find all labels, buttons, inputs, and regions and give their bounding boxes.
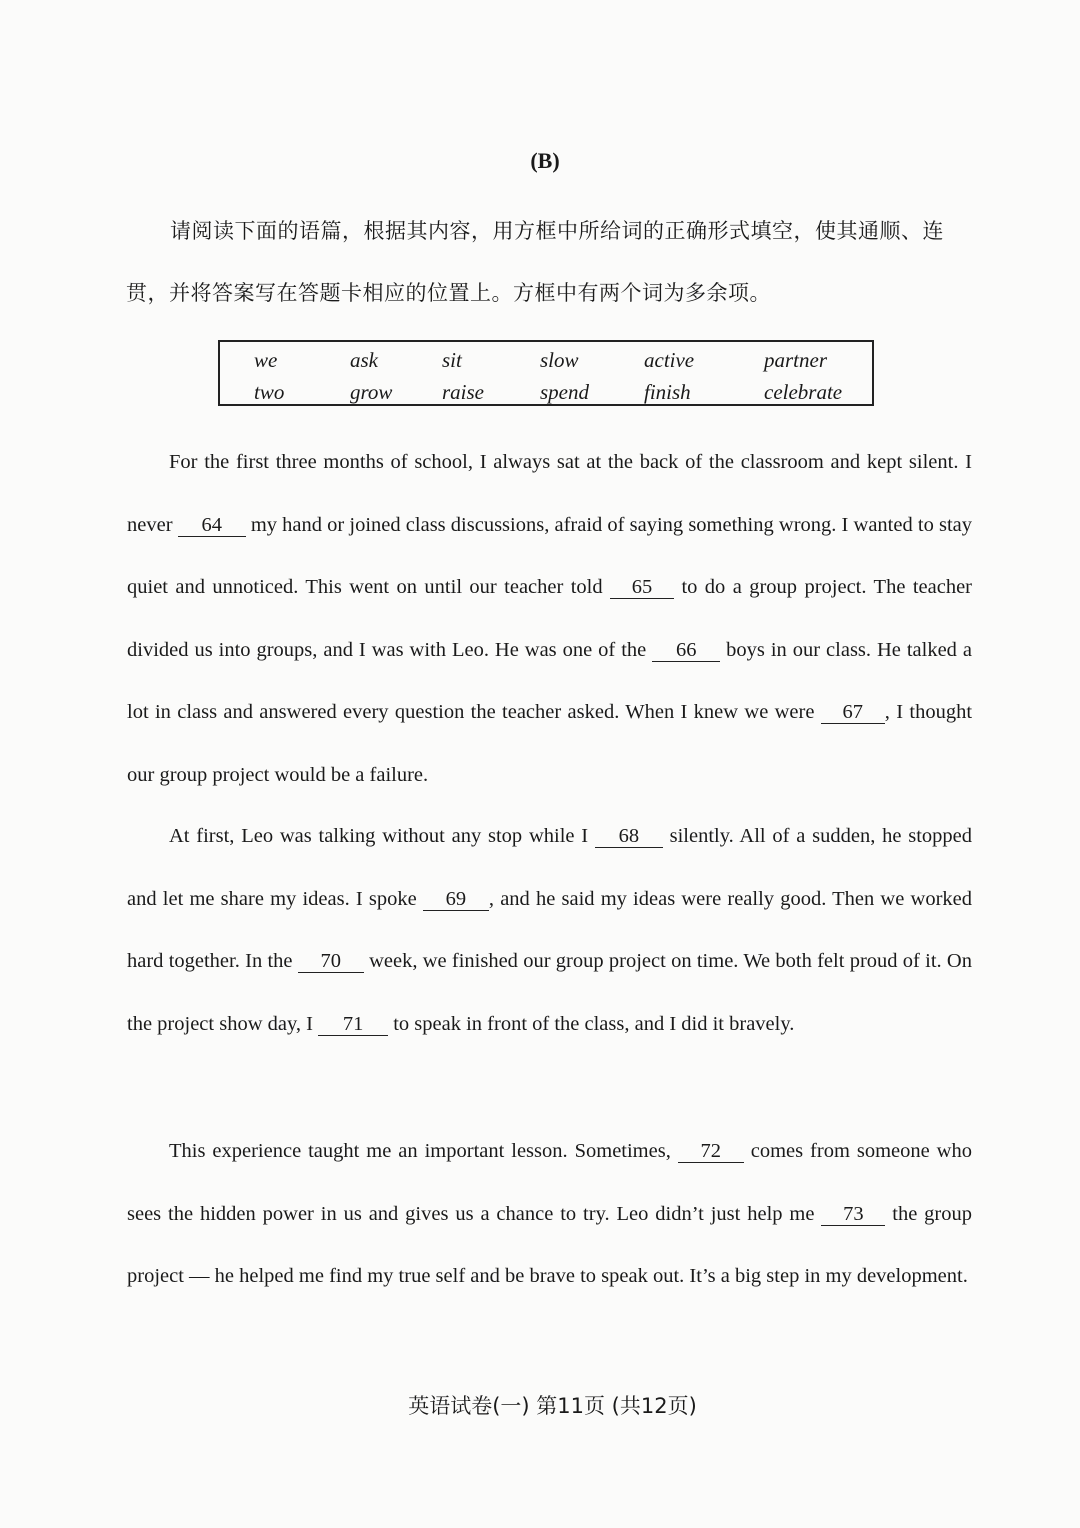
blank-71: 71 [318, 1013, 388, 1036]
word-box [218, 340, 874, 406]
word-option: raise [442, 380, 484, 404]
passage-text: This experience taught me an important lesson. Sometimes, [169, 1140, 678, 1162]
word-option: we [254, 348, 278, 372]
passage-text: to do a group project. The teacher divided us into groups, and I was with Leo. He was one of the [127, 576, 972, 661]
passage-text: the group project — he helped me find my true self and be brave to speak out. It’s a big step in my development. [127, 1202, 972, 1288]
word-option: sit [442, 348, 462, 372]
passage-text: silently. All of a sudden, he stopped and let me share my ideas. I spoke [127, 825, 972, 910]
word-option: two [254, 380, 285, 404]
passage-text: my hand or joined class discussions, afraid of saying something wrong. I wanted to stay quiet and unnoticed. This went on until our teacher told [127, 513, 973, 599]
word-option: ask [350, 348, 378, 372]
passage-text: At first, Leo was talking without any stop while I [169, 825, 595, 847]
word-option: grow [350, 380, 393, 404]
blank-67: 67 [821, 701, 885, 724]
section-title: (B) [530, 148, 560, 173]
passage-text: to speak in front of the class, and I did it bravely. [388, 1012, 795, 1035]
word-option: active [644, 348, 695, 372]
blank-65: 65 [610, 576, 674, 599]
instructions: 请阅读下面的语篇，根据其内容，用方框中所给词的正确形式填空，使其通顺、连贯，并将答案写在答题卡相应的位置上。方框中有两个词为多余项。 [126, 219, 944, 305]
passage-paragraph-1 [127, 431, 972, 807]
blank-68: 68 [595, 825, 663, 848]
word-option: spend [540, 380, 589, 404]
blank-64: 64 [178, 514, 246, 537]
word-option: celebrate [764, 380, 843, 404]
word-option: finish [644, 380, 691, 404]
passage-text: boys in our class. He talked a lot in class and answered every question the teacher asked. When I knew we were [127, 638, 972, 724]
blank-69: 69 [423, 888, 489, 911]
passage-text: For the first three months of school, I always sat at the back of the classroom and kept silent. I never [127, 451, 972, 536]
passage-text: , I thought our group project would be a failure. [127, 701, 973, 786]
blank-73: 73 [821, 1203, 885, 1226]
word-option: slow [540, 348, 579, 372]
passage-text: comes from someone who sees the hidden power in us and gives us a chance to try. Leo didn’t just help me [127, 1140, 972, 1225]
blank-70: 70 [298, 950, 364, 973]
passage-paragraph-3 [127, 1120, 972, 1308]
passage-text: , and he said my ideas were really good. Then we worked hard together. In the [127, 887, 972, 973]
page-footer: 英语试卷(一) 第11页 (共12页) [408, 1394, 697, 1418]
blank-66: 66 [652, 639, 720, 662]
blank-72: 72 [678, 1140, 744, 1163]
passage-paragraph-2 [127, 805, 972, 1055]
passage-text: week, we finished our group project on time. We both felt proud of it. On the project show day, I [127, 950, 972, 1035]
word-option: partner [764, 348, 827, 372]
